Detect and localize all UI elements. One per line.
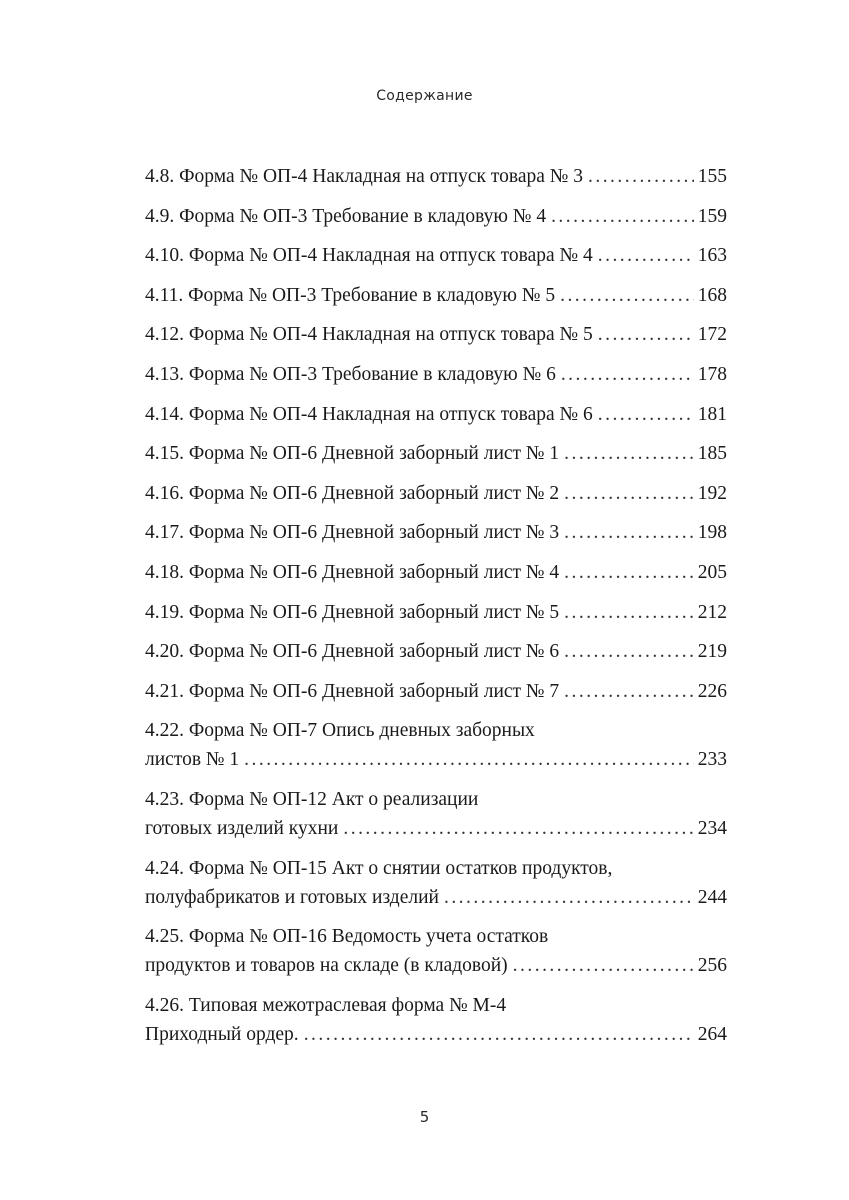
toc-entry-line [145,1020,727,1049]
toc-entry[interactable] [145,854,727,912]
toc-page-number: 233 [697,749,727,771]
toc-entry[interactable] [145,785,727,843]
toc-entry-line [145,202,727,231]
toc-entry[interactable] [145,598,727,627]
toc-entry-line [145,637,727,666]
toc-page-number: 226 [697,680,727,702]
toc-entry-title: 4.18. Форма № ОП-6 Дневной заборный лист № 4 [145,561,560,583]
toc-entry-line [145,518,727,547]
toc-entry-title: 4.16. Форма № ОП-6 Дневной заборный лист № 2 [145,482,560,504]
toc-entry-title: 4.13. Форма № ОП-3 Требование в кладовую № 6 [145,363,556,385]
dot-leader [564,479,694,508]
toc-entry[interactable] [145,677,727,706]
toc-entry-title: 4.12. Форма № ОП-4 Накладная на отпуск товара № 5 [145,324,593,346]
toc-entry[interactable] [145,281,727,310]
dot-leader [561,360,694,389]
toc-page-number: 168 [697,284,727,306]
toc-entry-line [145,241,727,270]
toc-entry[interactable] [145,716,727,774]
toc-entry-title: готовых изделий кухни [145,817,339,839]
toc-entry-line [145,400,727,429]
dot-leader [564,518,694,547]
dot-leader [564,558,694,587]
toc-entry[interactable] [145,162,727,191]
toc-entry[interactable] [145,637,727,666]
dot-leader [564,439,694,468]
toc-entry[interactable] [145,991,727,1049]
toc-entry-line [145,991,727,1020]
toc-page-number: 219 [697,641,727,663]
toc-page-number: 181 [697,403,727,425]
toc-entry-title: 4.19. Форма № ОП-6 Дневной заборный лист № 5 [145,601,560,623]
dot-leader [560,281,694,310]
toc-entry-line [145,785,727,814]
toc-page-number: 178 [697,363,727,385]
toc-entry-title: 4.21. Форма № ОП-6 Дневной заборный лист № 7 [145,680,560,702]
toc-entry-title: 4.20. Форма № ОП-6 Дневной заборный лист № 6 [145,641,560,663]
dot-leader [564,598,694,627]
toc-entry-title: полуфабрикатов и готовых изделий [145,886,439,908]
toc-entry-title: листов № 1 [145,749,240,771]
dot-leader [304,1020,694,1049]
toc-entry[interactable] [145,922,727,980]
toc-entry-title: 4.8. Форма № ОП-4 Накладная на отпуск товара № 3 [145,166,583,187]
toc-page-number: 155 [697,166,727,187]
toc-page-number: 244 [697,886,727,908]
toc-entry-line [145,320,727,349]
toc-entry[interactable] [145,439,727,468]
toc-entry[interactable] [145,360,727,389]
dot-leader [343,814,693,843]
toc-entry-line [145,814,727,843]
page-number: 5 [419,1108,430,1126]
toc-entry-title: 4.9. Форма № ОП-3 Требование в кладовую № 4 [145,205,547,227]
toc-entry[interactable] [145,479,727,508]
toc-page-number: 198 [697,522,727,544]
toc-page-number: 192 [697,482,727,504]
toc-entry[interactable] [145,518,727,547]
toc-entry-line [145,922,727,951]
toc-entry-line [145,558,727,587]
toc-entry-title: 4.24. Форма № ОП-15 Акт о снятии остатков продуктов, [145,857,613,879]
toc-entry-line [145,716,727,745]
table-of-contents [145,162,727,1059]
dot-leader [598,320,694,349]
toc-entry-line [145,854,727,883]
dot-leader [598,241,694,270]
dot-leader [244,745,694,774]
toc-entry-title: 4.10. Форма № ОП-4 Накладная на отпуск товара № 4 [145,245,593,267]
dot-leader [564,637,694,666]
toc-page-number: 256 [697,955,727,977]
toc-entry[interactable] [145,400,727,429]
toc-page-number: 205 [697,561,727,583]
toc-entry-title: 4.11. Форма № ОП-3 Требование в кладовую № 5 [145,284,556,306]
toc-entry-line [145,951,727,980]
toc-entry-title: продуктов и товаров на складе (в кладовой) [145,955,508,977]
toc-entry-line [145,162,727,191]
toc-entry-title: 4.15. Форма № ОП-6 Дневной заборный лист № 1 [145,443,560,465]
toc-page-number: 234 [697,817,727,839]
toc-page-number: 159 [697,205,727,227]
toc-entry-line [145,439,727,468]
toc-entry-title: 4.14. Форма № ОП-4 Накладная на отпуск товара № 6 [145,403,593,425]
dot-leader [564,677,694,706]
toc-entry-line [145,883,727,912]
toc-page-number: 172 [697,324,727,346]
dot-leader [513,951,694,980]
toc-entry[interactable] [145,241,727,270]
toc-entry-line [145,360,727,389]
toc-page-number: 212 [697,601,727,623]
toc-entry-line [145,745,727,774]
toc-entry-line [145,479,727,508]
toc-entry[interactable] [145,558,727,587]
toc-entry-line [145,598,727,627]
toc-page-number: 185 [697,443,727,465]
toc-entry-line [145,281,727,310]
toc-entry-title: Приходный ордер. [145,1023,299,1045]
toc-entry[interactable] [145,202,727,231]
toc-entry-title: 4.26. Типовая межотраслевая форма № М-4 [145,994,507,1016]
dot-leader [598,400,694,429]
dot-leader [588,162,694,191]
dot-leader [551,202,694,231]
toc-entry-title: 4.25. Форма № ОП-16 Ведомость учета остатков [145,926,549,948]
dot-leader [444,883,694,912]
toc-entry-title: 4.22. Форма № ОП-7 Опись дневных заборных [145,720,535,742]
toc-page-number: 264 [697,1023,727,1045]
toc-entry[interactable] [145,320,727,349]
toc-entry-title: 4.17. Форма № ОП-6 Дневной заборный лист № 3 [145,522,560,544]
toc-entry-title: 4.23. Форма № ОП-12 Акт о реализации [145,788,479,810]
running-head: Содержание [376,88,473,104]
toc-page-number: 163 [697,245,727,267]
toc-entry-line [145,677,727,706]
